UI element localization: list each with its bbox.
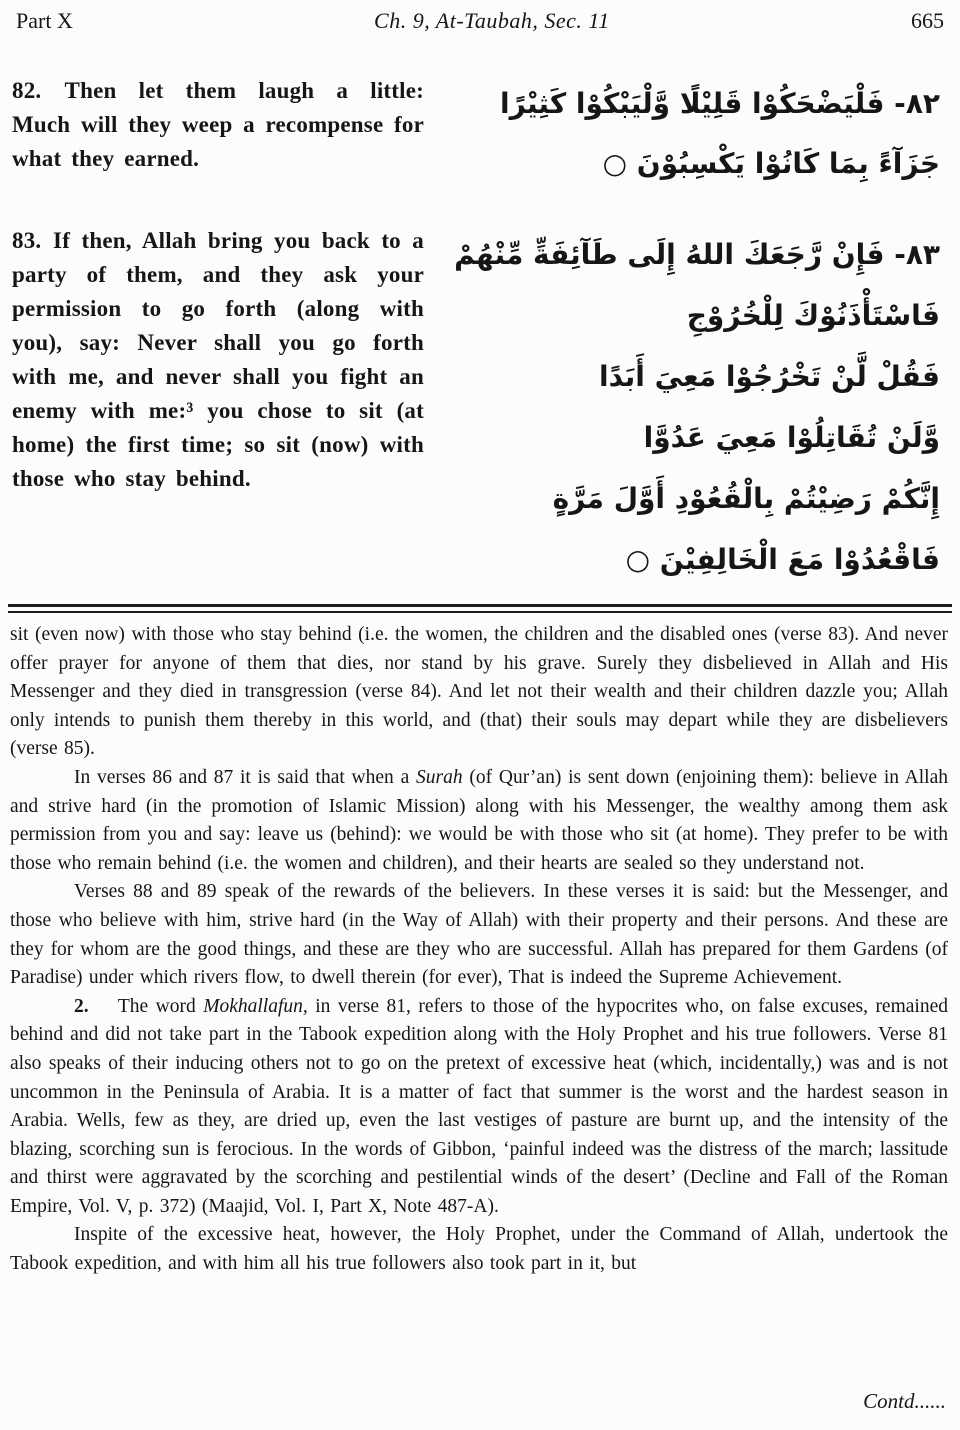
chapter-title: Ch. 9, At-Taubah, Sec. 11 xyxy=(374,8,610,33)
arabic-line: إِنَّكُمْ رَضِيْتُمْ بِالْقُعُوْدِ أَوَّلَ مَرَّةٍ xyxy=(552,482,940,515)
page-number: 665 xyxy=(911,8,944,33)
arabic-line: ٨٢- فَلْيَضْحَكُوْا قَلِيْلًا وَّلْيَبْكُوْا كَثِيْرًا xyxy=(499,87,940,120)
verse-section xyxy=(0,34,960,590)
arabic-line: ٨٣- فَإِنْ رَّجَعَكَ اللهُ إِلَى طَآئِفَةِّ مِّنْهُمْ xyxy=(454,238,940,271)
verse-82-arabic xyxy=(424,74,946,194)
arabic-line: وَّلَنْ تُقَاتِلُوْا مَعِيَ عَدُوَّا xyxy=(643,421,940,454)
verse-82-row xyxy=(12,74,946,194)
verse-83-row xyxy=(12,224,946,590)
arabic-line: فَاسْتَأْذَنُوْكَ لِلْخُرُوْجِ xyxy=(686,299,940,332)
commentary-section xyxy=(0,613,960,1279)
contd-label: Contd...... xyxy=(863,1389,946,1413)
verse-83-arabic xyxy=(424,224,946,590)
commentary-paragraph: In verses 86 and 87 it is said that when a Surah (of Qur’an) is sent down (enjoining them): believe in Allah and strive hard (in the promotion of Islamic Mission) along with his Messenger, the wealthy among them ask permission from you and say: leave us (behind): we would be with those who sit (at home). They prefer to be with those who remain behind (i.e. the women and children), and their hearts are sealed so they understand not. xyxy=(10,766,949,874)
page-header xyxy=(0,0,960,34)
verse-83-english: 83. If then, Allah bring you back to a party of them, and they ask your permission to go forth (along with you), say: Never shall you go forth with me, and never shall you fight an enemy with me:³ you chose to sit (at home) the first time; so sit (now) with those who stay behind. xyxy=(12,228,424,491)
commentary-paragraph: Verses 88 and 89 speak of the rewards of the believers. In these verses it is said: but the Messenger, and those who believe with him, strive hard (in the Way of Allah) with their property and their persons. And these are they for whom are the good things, and these are they who are successful. Allah has prepared for them Gardens (of Paradise) under which rivers flow, to dwell therein (for ever), That is indeed the Supreme Achievement. xyxy=(10,881,948,989)
arabic-line: فَاقْعُدُوْا مَعَ الْخَالِفِيْنَ ○ xyxy=(625,543,940,576)
commentary-paragraph: Inspite of the excessive heat, however, the Holy Prophet, under the Command of Allah, undertook the Tabook expedition, and with him all his true followers also took part in it, but xyxy=(10,1224,948,1275)
commentary-paragraph: sit (even now) with those who stay behind (i.e. the women, the children and the disabled ones (verse 83). And never offer prayer for anyone of them that dies, nor stand by his grave. Surely they disbelieved in Allah and His Messenger and they died in transgression (verse 84). And let not their wealth and their children dazzle you; Allah only intends to punish them thereby in this world, and (that) their souls may depart while they are disbelievers (verse 85). xyxy=(10,624,948,760)
section-divider xyxy=(8,604,952,613)
arabic-line: جَزَآءً بِمَا كَانُوْا يَكْسِبُوْنَ ○ xyxy=(602,147,940,180)
arabic-line: فَقُلْ لَّنْ تَخْرُجُوْا مَعِيَ أَبَدًا xyxy=(599,360,940,393)
commentary-paragraph: 2. The word Mokhallafun, in verse 81, refers to those of the hypocrites who, on false excuses, remained behind and did not take part in the Tabook expedition along with the Holy Prophet and his true followers. Verse 81 also speaks of their inducing others not to go on the pretext of excessive heat (which, incidentally,) was and is not uncommon in the Peninsula of Arabia. It is a matter of fact that summer is the worst and the hardest season in Arabia. Wells, few as they, are dried up, even the last vestiges of pasture are burnt up, and the intensity of the blazing, scorching sun is ferocious. In the words of Gibbon, ‘painful indeed was the distress of the march; lassitude and thirst were aggravated by the scorching and pestilential winds of the desert’ (Decline and Fall of the Roman Empire, Vol. V, p. 372) (Maajid, Vol. I, Part X, Note 487-A). xyxy=(10,995,948,1217)
verse-82-english: 82. Then let them laugh a little: Much will they weep a recompense for what they earned. xyxy=(12,78,424,171)
part-label: Part X xyxy=(16,8,73,33)
